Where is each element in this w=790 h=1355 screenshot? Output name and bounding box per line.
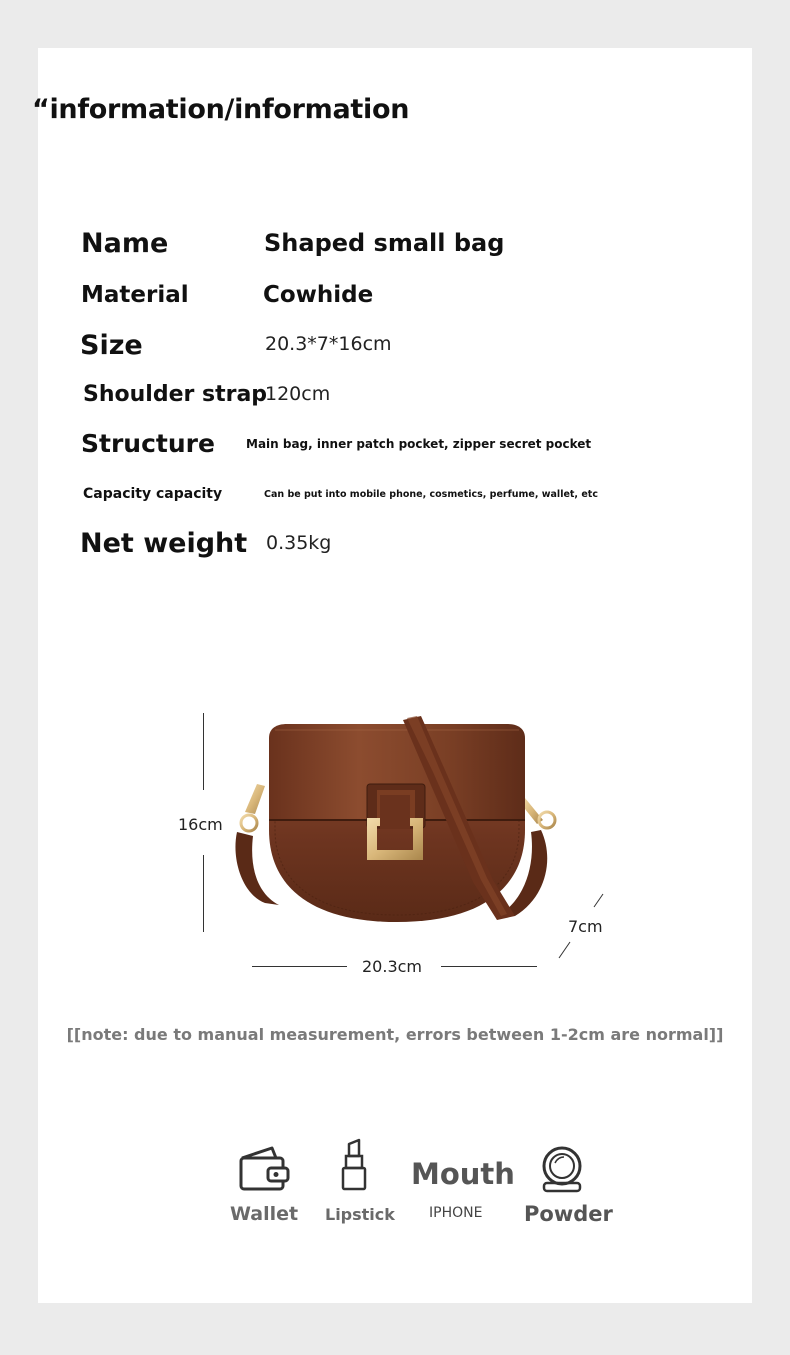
- spec-value-capacity: Can be put into mobile phone, cosmetics, perfume, wallet, etc: [264, 489, 598, 500]
- width-guide-right: [441, 966, 537, 967]
- iphone-label: IPHONE: [429, 1205, 483, 1221]
- depth-dimension: 7cm: [568, 917, 603, 936]
- wallet-label: Wallet: [230, 1203, 299, 1225]
- spec-label-weight: Net weight: [80, 528, 248, 559]
- measurement-note: [[note: due to manual measurement, errors between 1-2cm are normal]]: [66, 1025, 724, 1044]
- section-heading: “information/information: [32, 94, 410, 125]
- spec-label-size: Size: [80, 330, 143, 361]
- spec-label-structure: Structure: [81, 429, 215, 458]
- mouth-label: Mouth: [411, 1157, 515, 1191]
- spec-value-strap: 120cm: [265, 383, 331, 405]
- spec-label-material: Material: [81, 282, 189, 308]
- height-guide-top: [203, 713, 204, 790]
- spec-value-material: Cowhide: [263, 282, 374, 308]
- spec-label-name: Name: [81, 228, 169, 259]
- spec-value-size: 20.3*7*16cm: [265, 333, 392, 355]
- spec-value-structure: Main bag, inner patch pocket, zipper secret pocket: [246, 437, 592, 451]
- lipstick-label: Lipstick: [325, 1205, 395, 1224]
- powder-compact-icon: [540, 1145, 584, 1193]
- spec-value-weight: 0.35kg: [266, 532, 332, 554]
- height-dimension: 16cm: [178, 815, 223, 834]
- lipstick-icon: [340, 1138, 368, 1192]
- spec-label-capacity: Capacity capacity: [83, 486, 223, 502]
- powder-label: Powder: [524, 1202, 613, 1226]
- spec-label-strap: Shoulder strap: [83, 382, 268, 407]
- saddle-bag-image: [225, 710, 570, 935]
- height-guide-bottom: [203, 855, 204, 932]
- width-dimension: 20.3cm: [362, 957, 423, 976]
- width-guide-left: [252, 966, 347, 967]
- wallet-icon: [238, 1146, 292, 1192]
- spec-value-name: Shaped small bag: [264, 229, 505, 257]
